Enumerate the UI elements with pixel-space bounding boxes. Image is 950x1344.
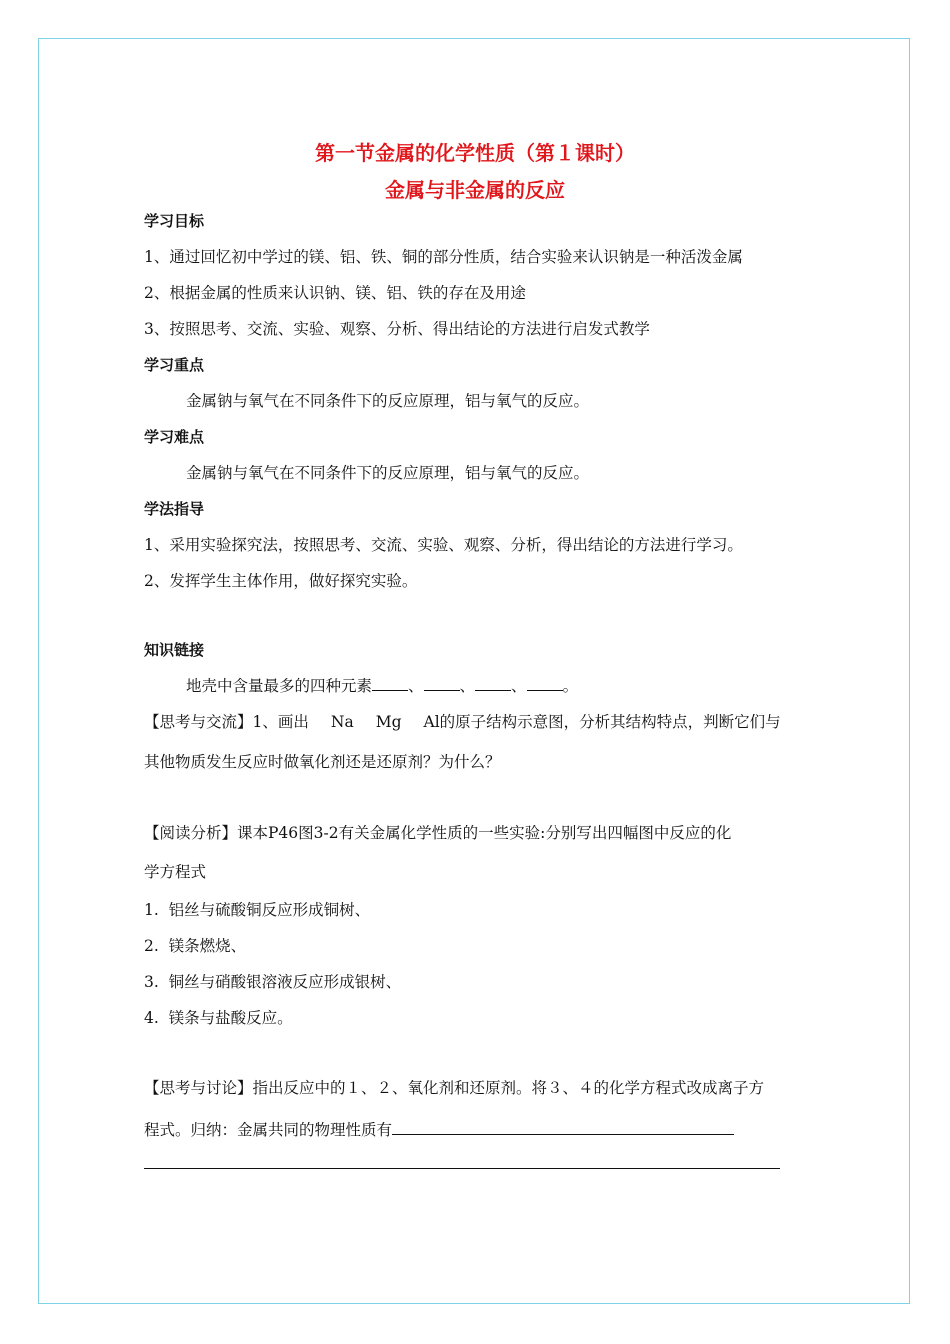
method-heading: 学法指导 [144,500,205,518]
knowledge-text [186,676,578,696]
item-text: 镁条与盐酸反应。 [168,1009,293,1027]
think-exchange-line2: 其他物质发生反应时做氧化剂还是还原剂？为什么？ [144,753,501,771]
page-subtitle: 金属与非金属的反应 [385,178,565,202]
goal-item: 2、根据金属的性质来认识钠、镁、铝、铁的存在及用途 [144,284,526,302]
knowledge-prompt: 地壳中含量最多的四种元素 [186,677,373,695]
item-text: 镁条燃烧、 [168,937,247,955]
period: 。 [562,677,579,695]
discussion-line1: 【思考与讨论】指出反应中的１、２、氧化剂和还原剂。将３、４的化学方程式改成离子方 [144,1079,765,1097]
element-na: Na [330,713,354,731]
knowledge-heading: 知识链接 [144,641,205,659]
answer-blank[interactable] [424,676,460,691]
answer-blank[interactable] [527,676,563,691]
answer-rule[interactable] [144,1168,780,1169]
focus-text: 金属钠与氧气在不同条件下的反应原理，铝与氧气的反应。 [186,392,590,410]
answer-blank[interactable] [475,676,511,691]
reading-item [144,936,246,956]
item-text: 铜丝与硝酸银溶液反应形成银树、 [168,973,402,991]
separator: 、 [408,677,424,695]
item-number: 4. [144,1009,159,1027]
separator: 、 [511,677,527,695]
think-exchange-label: 【思考与交流】 [144,713,253,731]
think-exchange-line1 [144,712,781,732]
answer-blank[interactable] [372,676,408,691]
discussion-prompt: 程式。归纳：金属共同的物理性质有 [144,1121,393,1139]
goal-item: 1、通过回忆初中学过的镁、铝、铁、铜的部分性质，结合实验来认识钠是一种活泼金属 [144,248,743,266]
difficulty-text: 金属钠与氧气在不同条件下的反应原理，铝与氧气的反应。 [186,464,590,482]
method-item: 2、发挥学生主体作用，做好探究实验。 [144,572,418,590]
reading-item [144,972,401,992]
difficulty-heading: 学习难点 [144,428,205,446]
element-al: Al [423,713,440,731]
reading-item [144,1008,293,1028]
item-number: 3. [144,973,159,991]
item-text: 铝丝与硫酸铜反应形成铜树、 [168,901,371,919]
focus-heading: 学习重点 [144,356,205,374]
item-number: 1. [144,901,159,919]
reading-line2: 学方程式 [144,863,207,881]
think-exchange-text: 1、画出 [252,713,309,731]
answer-line[interactable] [392,1118,734,1135]
method-item: 1、采用实验探究法，按照思考、交流、实验、观察、分析，得出结论的方法进行学习。 [144,536,743,554]
item-number: 2. [144,937,159,955]
page-title: 第一节金属的化学性质（第１课时） [315,141,635,165]
reading-item [144,900,370,920]
think-exchange-text: 的原子结构示意图，分析其结构特点，判断它们与 [439,713,781,731]
element-mg: Mg [375,713,402,731]
discussion-line2 [144,1118,734,1140]
goals-heading: 学习目标 [144,212,205,230]
reading-line1: 【阅读分析】课本P46图3-2有关金属化学性质的一些实验:分别写出四幅图中反应的化 [144,824,732,842]
separator: 、 [459,677,476,695]
goal-item: 3、按照思考、交流、实验、观察、分析、得出结论的方法进行启发式教学 [144,320,650,338]
